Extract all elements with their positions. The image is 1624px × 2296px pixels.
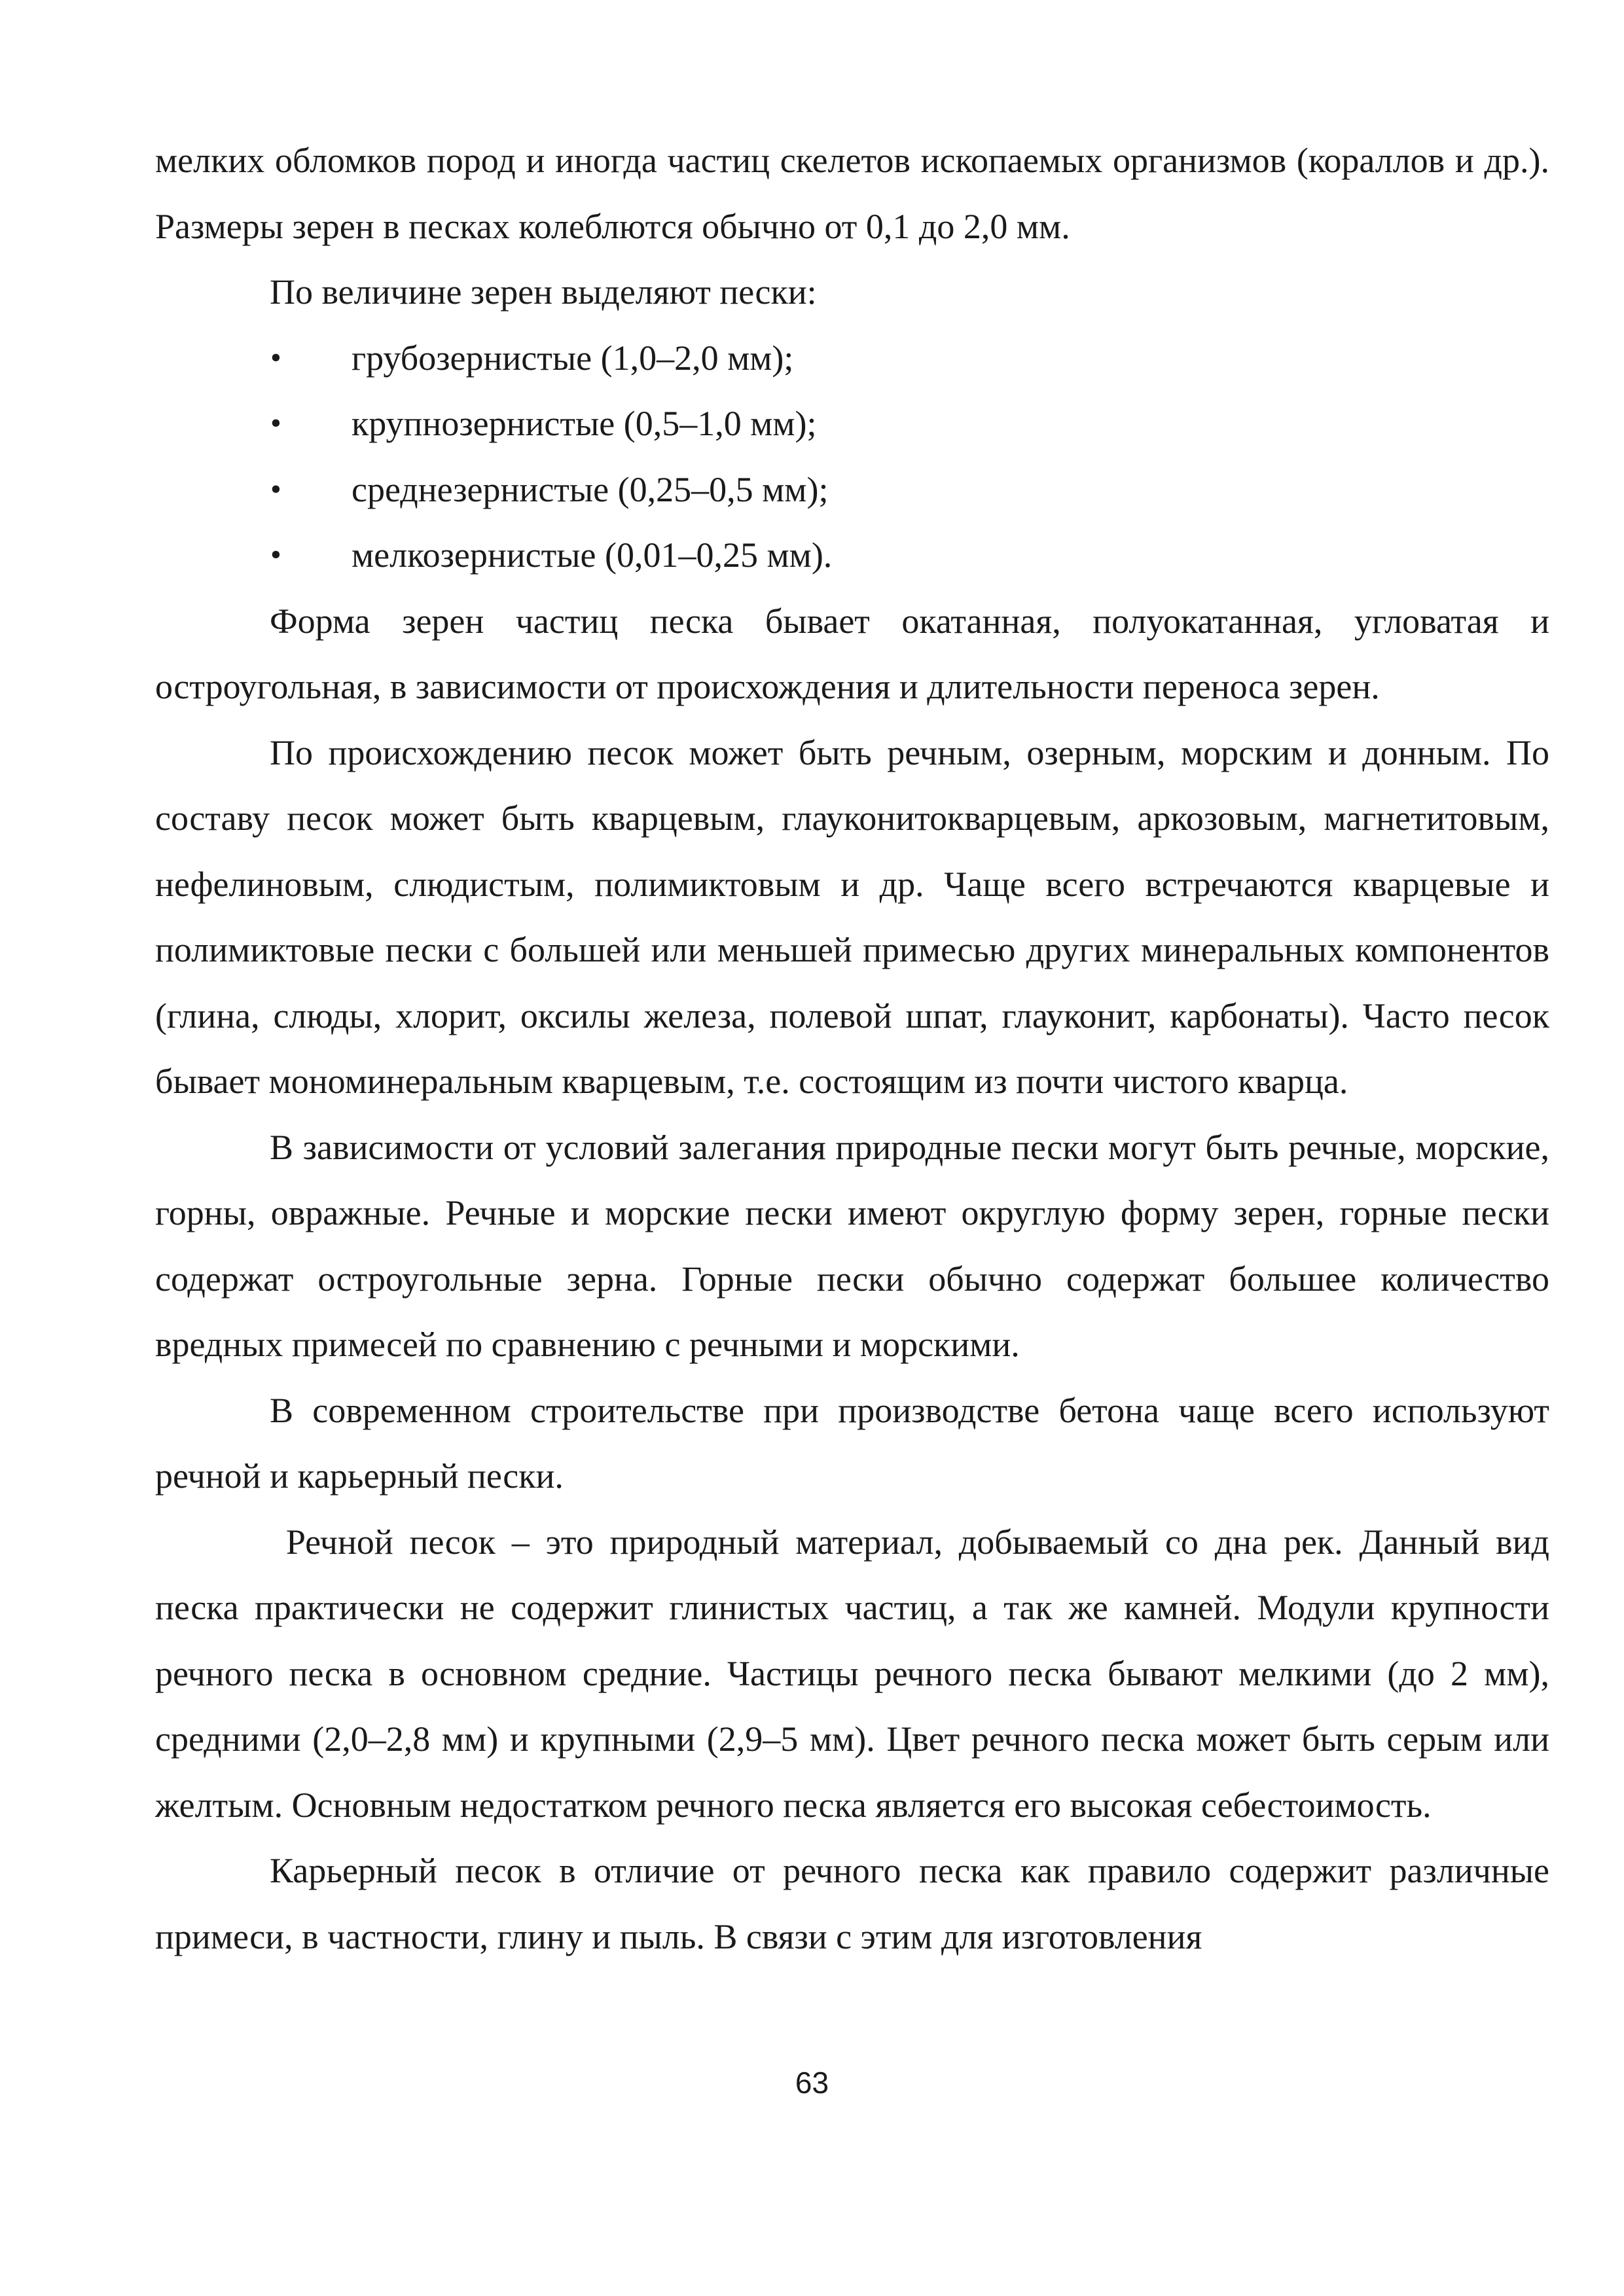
document-page [155, 128, 1559, 1969]
paragraph-grain-size-intro: По величине зерен выделяют пески: [270, 272, 817, 312]
list-item [155, 391, 1549, 457]
paragraph-river-sand: Речной песок – это природный материал, добываемый со дна рек. Данный вид песка практически не содержит глинистых частиц, а так же камней. Модули крупности речного песка в основном средние. Частицы речного песка бывают мелкими (до 2 мм), средними (2,0–2,8 мм) и крупными (2,9–5 мм). Цвет речного песка может быть серым или желтым. Основным недостатком речного песка является его высокая себестоимость. [155, 1522, 1559, 1825]
list-item [155, 325, 1549, 391]
list-item [155, 522, 1549, 588]
list-item [155, 457, 1549, 523]
bullet-icon: • [270, 406, 281, 440]
bullet-icon: • [270, 471, 281, 507]
list-item-text: грубозернистые (1,0–2,0 мм); [352, 338, 794, 378]
paragraph-origin-composition: По происхождению песок может быть речным, озерным, морским и донным. По составу песок может быть кварцевым, глауконитокварцевым, аркозовым, магнетитовым, нефелиновым, слюдистым, полимиктовым и др. Чаще всего встречаются кварцевые и полимиктовые пески с большей или меньшей примесью других минеральных компонентов (глина, слюды, хлорит, оксилы железа, полевой шпат, глауконит, карбонаты). Часто песок бывает мономинеральным кварцевым, т.е. состоящим из почти чистого кварца. [155, 732, 1549, 1101]
paragraph-quarry-sand: Карьерный песок в отличие от речного песка как правило содержит различные примеси, в частности, глину и пыль. В связи с этим для изготовления [155, 1851, 1549, 1956]
list-item-text: крупнозернистые (0,5–1,0 мм); [352, 404, 817, 443]
paragraph-grain-shape: Форма зерен частиц песка бывает окатанная, полуокатанная, угловатая и остроугольная, в зависимости от происхождения и длительности переноса зерен. [155, 601, 1549, 706]
paragraph-bedding-conditions: В зависимости от условий залегания природные пески могут быть речные, морские, горны, овражные. Речные и морские пески имеют округлую форму зерен, горные пески содержат остроугольные зерна. Горные пески обычно содержат большее количество вредных примесей по сравнению с речными и морскими. [155, 1127, 1549, 1364]
bullet-icon: • [270, 537, 281, 572]
list-item-text: среднезернистые (0,25–0,5 мм); [352, 469, 829, 509]
page-number: 63 [795, 2066, 829, 2100]
list-item-text: мелкозернистые (0,01–0,25 мм). [352, 535, 833, 575]
paragraph-modern-construction: В современном строительстве при производстве бетона чаще всего используют речной и карьерный пески. [155, 1390, 1549, 1496]
paragraph-continuation: мелких обломков пород и иногда частиц скелетов ископаемых организмов (кораллов и др.). Размеры зерен в песках колеблются обычно от 0,1 до 2,0 мм. [155, 141, 1549, 246]
grain-size-list [155, 325, 1549, 588]
bullet-icon: • [270, 340, 281, 375]
